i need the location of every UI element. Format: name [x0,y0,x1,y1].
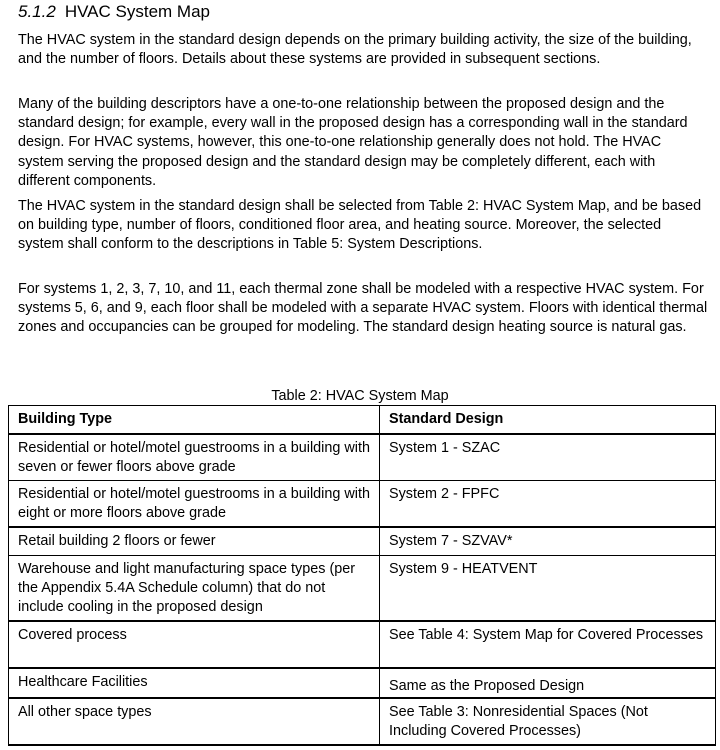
cell-standard-design: See Table 3: Nonresidential Spaces (Not Including Covered Processes) [380,698,716,745]
cell-building-type: All other space types [9,698,380,745]
table-row [9,698,716,745]
table-row [9,527,716,556]
cell-standard-design: See Table 4: System Map for Covered Processes [380,621,716,668]
cell-standard-design: System 9 - HEATVENT [380,556,716,622]
paragraph-selection: The HVAC system in the standard design shall be selected from Table 2: HVAC System Map, and be based on building type, number of floors, conditioned floor area, and heating source. Moreover, the selected system shall conform to the descriptions in Table 5: System Descriptions. [18,198,702,253]
table-header-row [9,406,716,435]
cell-building-type: Retail building 2 floors or fewer [9,527,380,556]
paragraph-descriptors: Many of the building descriptors have a one-to-one relationship between the proposed design and the standard design; for example, every wall in the proposed design has a corresponding wall in the standard design. For HVAC systems, however, this one-to-one relationship generally does not hold. The HVAC system serving the proposed design and the standard design may be completely different, each with different components. [18,96,688,189]
header-standard-design: Standard Design [380,406,716,435]
cell-standard-design: System 2 - FPFC [380,481,716,528]
table-caption: Table 2: HVAC System Map [271,388,449,404]
section-heading [18,2,210,22]
hvac-system-map-table [8,405,716,746]
section-title: HVAC System Map [64,2,210,21]
table-row [9,434,716,481]
cell-standard-design: System 1 - SZAC [380,434,716,481]
cell-building-type: Healthcare Facilities [9,668,380,698]
section-number: 5.1.2 [18,2,56,21]
table-row [9,556,716,622]
cell-building-type: Warehouse and light manufacturing space types (per the Appendix 5.4A Schedule column) that do not include cooling in the proposed design [9,556,380,622]
cell-standard-design: System 7 - SZVAV* [380,527,716,556]
table-row [9,621,716,668]
cell-building-type: Covered process [9,621,380,668]
table-row [9,668,716,698]
header-building-type: Building Type [9,406,380,435]
paragraph-modeling: For systems 1, 2, 3, 7, 10, and 11, each thermal zone shall be modeled with a respective HVAC system. For systems 5, 6, and 9, each floor shall be modeled with a separate HVAC system. Floors with identical thermal zones and occupancies can be grouped for modeling. The standard design heating source is natural gas. [18,281,708,336]
cell-standard-design: Same as the Proposed Design [380,668,716,698]
paragraph-intro: The HVAC system in the standard design depends on the primary building activity, the size of the building, and the number of floors. Details about these systems are provided in subsequent sections. [18,32,692,68]
cell-building-type: Residential or hotel/motel guestrooms in a building with seven or fewer floors above grade [9,434,380,481]
cell-building-type: Residential or hotel/motel guestrooms in a building with eight or more floors above grade [9,481,380,528]
table-row [9,481,716,528]
